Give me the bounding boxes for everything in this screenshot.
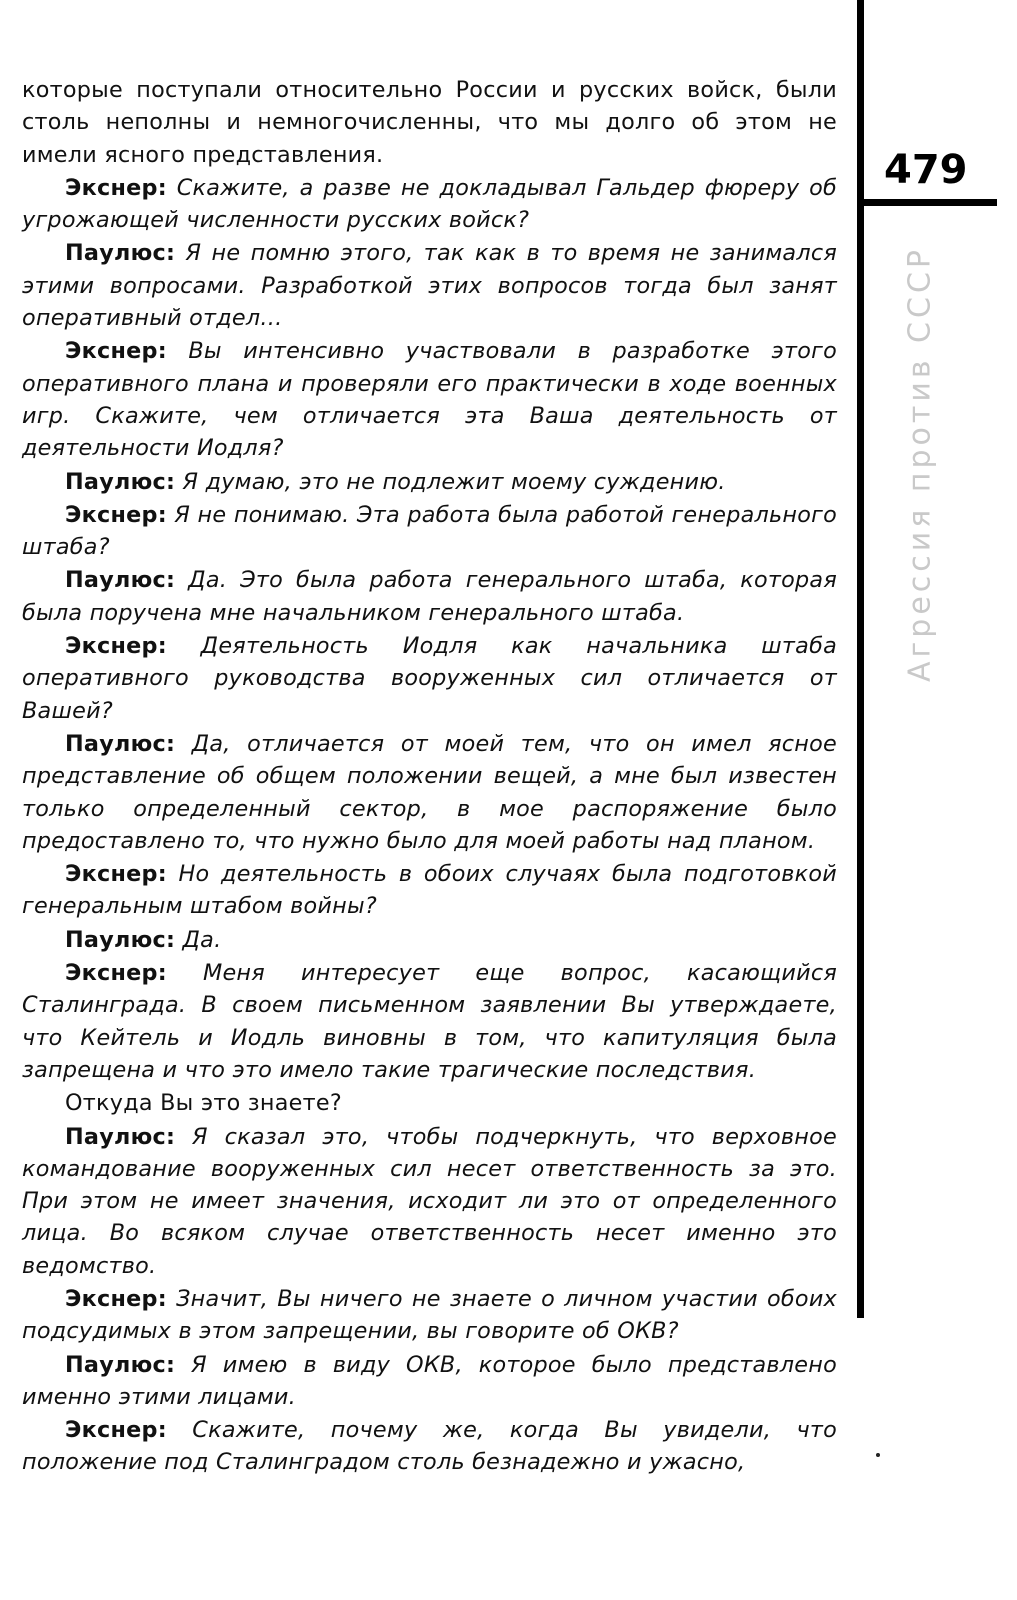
dialogue-turn [22,1121,837,1282]
speech-text: Значит, Вы ничего не знаете о личном участии обоих подсудимых в этом запрещении, вы говорите об ОКВ? [22,1285,838,1345]
speaker-name: Экснер: [65,174,167,201]
speech-text: Скажите, почему же, когда Вы увидели, что положение под Сталинградом столь безнадежно и ужасно, [22,1417,838,1476]
page-number: 479 [884,147,968,193]
speaker-name: Экснер: [65,960,167,987]
dialogue-turn [22,1349,837,1414]
speaker-name: Паулюс: [65,468,176,495]
speaker-name: Экснер: [65,1285,167,1312]
dialogue-turn [22,728,837,857]
dialogue-turn [22,564,837,629]
dialogue-turn [22,466,837,498]
dialogue-turn [22,630,837,727]
continuation-line [22,1087,837,1119]
dialogue-turn [22,858,837,923]
speech-text: Я имею в виду ОКВ, которое было представлено именно этими лицами. [22,1351,837,1410]
speaker-name: Экснер: [65,501,167,528]
speech-text: Да. Это была работа генерального штаба, которая была поручена мне начальником генерального штаба. [22,567,837,626]
dialogue-turn [22,335,837,464]
dialogue-turn [22,957,837,1086]
speaker-name: Паулюс: [65,926,176,953]
body-text [22,74,837,1480]
speech-text: Да, отличается от моей тем, что он имел ясное представление об общем положении вещей, а мне был известен только определенный сектор, в мое распоряжение было предоставлено то, что нужно было для моей работы над планом. [22,730,837,854]
speaker-name: Паулюс: [65,567,176,594]
speaker-name: Паулюс: [65,1123,176,1150]
opening-paragraph: которые поступали относительно России и русских войск, были столь неполны и немногочисленны, что мы долго об этом не имели ясного представления. [22,77,837,168]
speaker-name: Экснер: [65,1417,167,1444]
dialogue-turn [22,1414,837,1479]
horizontal-rule [864,199,997,206]
dialogue-turn [22,499,837,564]
speech-text: Откуда Вы это знаете? [65,1090,342,1117]
speech-text: Вы интенсивно участвовали в разработке этого оперативного плана и проверяли его практически в ходе военных игр. Скажите, чем отличается эта Ваша деятельность от деятельности Иодля? [22,338,837,462]
vertical-rule [857,0,864,1318]
running-head-text: Агрессия против СССР [902,246,938,682]
speech-text: Меня интересует еще вопрос, касающийся Сталинграда. В своем письменном заявлении Вы утверждаете, что Кейтель и Иодль виновны в том, что капитуляция была запрещена и что это имело такие трагические последствия. [22,960,837,1083]
speaker-name: Экснер: [65,861,167,888]
dialogue-turn [22,1283,837,1348]
speech-text: Да. [182,926,222,953]
speech-text: Я думаю, это не подлежит моему суждению. [182,468,726,495]
speech-text: Я сказал это, чтобы подчеркнуть, что верховное командование вооруженных сил несет ответственность за это. При этом не имеет значения, исходит ли это от определенного лица. Во всяком случае ответственность несет именно это ведомство. [22,1123,837,1279]
speaker-name: Паулюс: [65,1351,176,1378]
speech-text: Я не понимаю. Эта работа была работой генерального штаба? [22,501,837,561]
dialogue-turn [22,237,837,334]
speaker-name: Экснер: [65,633,167,660]
running-head [900,224,940,704]
speaker-name: Экснер: [65,338,167,365]
dialogue-turn [22,172,837,237]
speech-text: Деятельность Иодля как начальника штаба оперативного руководства вооруженных сил отличается от Вашей? [22,633,837,724]
speaker-name: Паулюс: [65,240,176,267]
speech-text: Я не помню этого, так как в то время не занимался этими вопросами. Разработкой этих вопросов тогда был занят оперативный отдел... [22,240,837,332]
speech-text: Но деятельность в обоих случаях была подготовкой генеральным штабом войны? [22,861,837,920]
dialogue-turn [22,924,837,956]
print-speck [876,1453,880,1457]
speech-text: Скажите, а разве не докладывал Гальдер фюреру об угрожающей численности русских войск? [22,174,837,234]
speaker-name: Паулюс: [65,730,176,757]
